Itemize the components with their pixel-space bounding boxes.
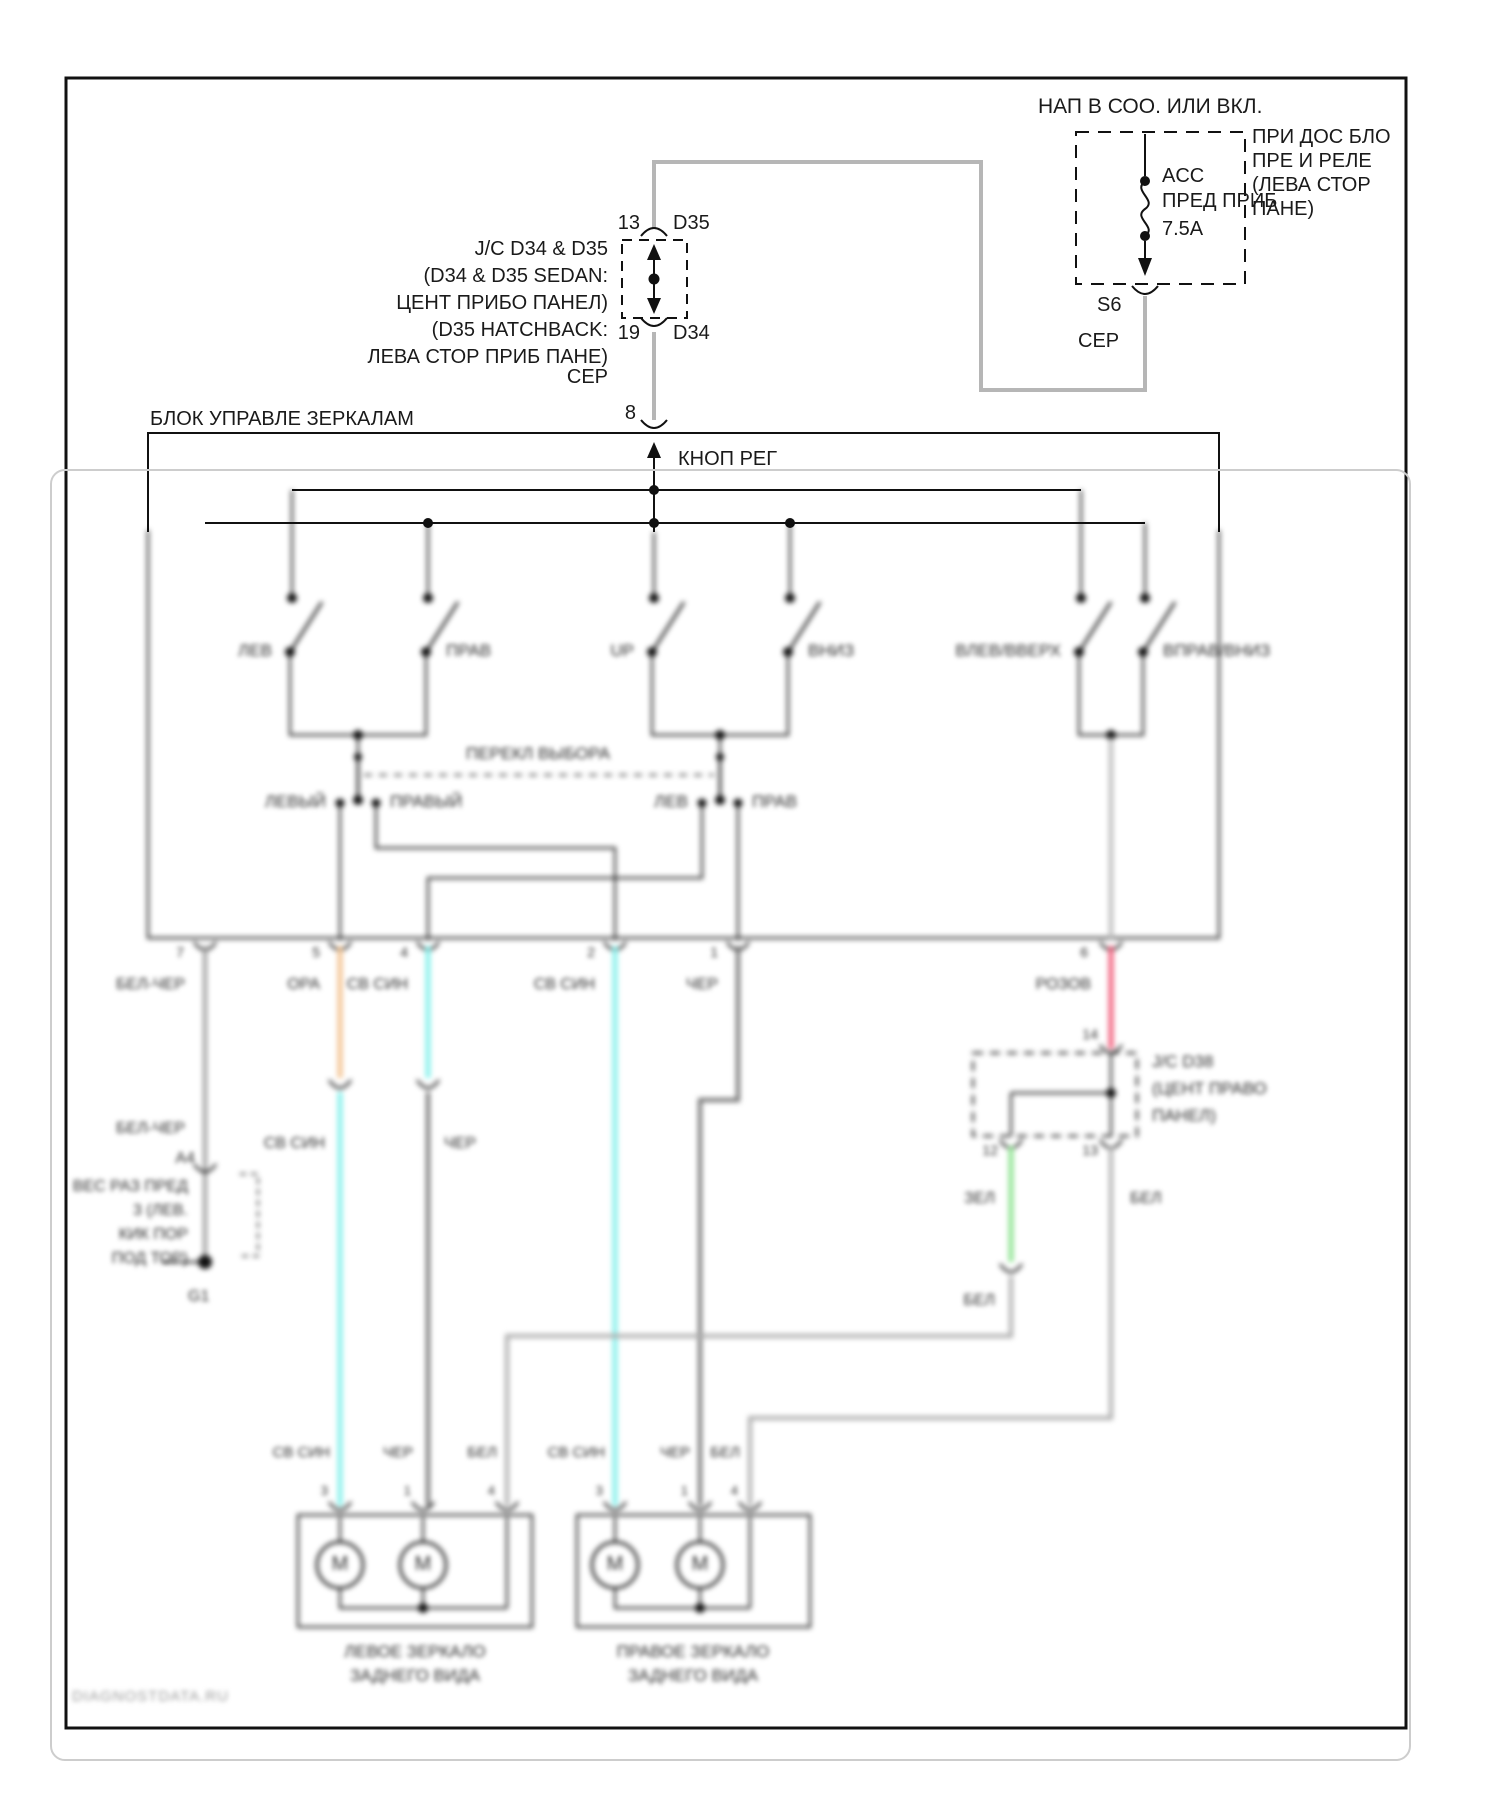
fuse-name: ACC: [1162, 165, 1205, 187]
connector-notch-d34: [641, 318, 667, 326]
mirrorR-pin-3: 4: [730, 1483, 738, 1498]
pin-number-4: 4: [400, 944, 408, 960]
fuse-rating: 7.5A: [1162, 218, 1204, 240]
watermark: DIAGNOSTDATA.RU: [72, 1688, 229, 1705]
wire-label-zel: ЗЕЛ: [964, 1190, 995, 1207]
power-note-2: ПРЕ И РЕЛЕ: [1252, 150, 1372, 172]
jc-dev-d34: D34: [673, 322, 710, 344]
wire-label-ora: ОРА: [287, 976, 320, 993]
dark-wire-right: [700, 946, 738, 1506]
arrow-down-icon: [1138, 258, 1152, 276]
switch-label-vprav-vniz: ВПРАВ/ВНИЗ: [1163, 641, 1271, 660]
arrow-up-icon: [647, 244, 661, 260]
jc-pin-13: 13: [617, 212, 640, 234]
jc-dev-d35: D35: [673, 212, 710, 234]
selector-contact-levyj: ЛЕВЫЙ: [264, 792, 326, 811]
connector-notch-d35: [641, 228, 667, 236]
power-note-1: ПРИ ДОС БЛО: [1252, 126, 1391, 148]
ground-note-3: КИК ПОР: [118, 1226, 188, 1243]
switch-arm: [652, 602, 684, 652]
switch-label-vniz: ВНИЗ: [808, 641, 855, 660]
junction-dot: [649, 274, 660, 285]
fuse-terminal-bottom: [1140, 231, 1150, 241]
outer-border: [66, 78, 1406, 1728]
input-label-knop-reg: КНОП РЕГ: [678, 448, 778, 470]
wire-label-sv-sin-lower: СВ СИН: [263, 1135, 325, 1152]
switch-label-prav: ПРАВ: [446, 641, 492, 660]
jc-note-2: (D34 & D35 SEDAN:: [423, 265, 608, 287]
wire-label-bel-lower: БЕЛ: [963, 1292, 995, 1309]
connector-a4-label: A4: [175, 1150, 195, 1167]
mirrorL-wire-2: ЧЕР: [382, 1444, 413, 1461]
mirrorL-caption-2: ЗАДНЕГО ВИДА: [350, 1666, 480, 1685]
wire-color-ser-left: СЕР: [566, 366, 608, 388]
arrow-up-icon: [647, 442, 661, 458]
jc-d38-note-1: J/C D38: [1152, 1052, 1214, 1071]
wire-label-rozov: РОЗОВ: [1035, 976, 1091, 993]
selector-contact-lev: ЛЕВ: [654, 792, 688, 811]
switch-arm: [290, 602, 322, 652]
wire-label-sv-sin-2: СВ СИН: [533, 976, 595, 993]
selector-label: ПЕРЕКЛ ВЫБОРА: [465, 744, 611, 763]
selector-contact-pravyj: ПРАВЫЙ: [390, 792, 463, 811]
mirrorL-wire-1: СВ СИН: [272, 1444, 330, 1461]
pin-number-6: 6: [1080, 944, 1088, 960]
connector-s6-label: S6: [1097, 294, 1122, 316]
mirrorR-caption-2: ЗАДНЕГО ВИДА: [628, 1666, 758, 1685]
motor-letter: M: [331, 1553, 349, 1575]
pin-number-7: 7: [176, 944, 184, 960]
jc-note-5: ЛЕВА СТОР ПРИБ ПАНЕ): [367, 346, 608, 368]
switch-arm: [1079, 602, 1111, 652]
wire-label-bel-cher: БЕЛ-ЧЕР: [115, 976, 185, 993]
jc-d38-pin-14: 14: [1082, 1026, 1098, 1042]
mirrorL-wire-3: БЕЛ: [467, 1444, 497, 1461]
jc-pin-19: 19: [617, 322, 640, 344]
jc-d38-note-2: (ЦЕНТ ПРАВО: [1152, 1079, 1267, 1098]
connector-a4-dashed: [240, 1174, 258, 1256]
mirrorR-pin-1: 3: [595, 1483, 603, 1498]
switch-label-lev: ЛЕВ: [238, 641, 272, 660]
mirrorR-caption-1: ПРАВОЕ ЗЕРКАЛО: [616, 1642, 770, 1661]
arrow-down-icon: [647, 298, 661, 314]
connector-notch-s6: [1132, 286, 1158, 294]
jc-d38-pin-13: 13: [1082, 1142, 1098, 1158]
block-pin-8: 8: [624, 402, 636, 424]
wire-label-cher: ЧЕР: [685, 976, 718, 993]
jc-d38-pin-12: 12: [982, 1142, 998, 1158]
ground-name-g1: G1: [188, 1288, 210, 1305]
motor-letter: M: [414, 1553, 432, 1575]
block-title: БЛОК УПРАВЛЕ ЗЕРКАЛАМ: [150, 408, 414, 430]
fuse-desc: ПРЕД ПРИБ: [1162, 190, 1278, 212]
selector-contact-prav: ПРАВ: [752, 792, 798, 811]
mirrorR-wire-3: БЕЛ: [710, 1444, 740, 1461]
mirrorR-pin-2: 1: [680, 1483, 688, 1498]
mirrorL-caption-1: ЛЕВОЕ ЗЕРКАЛО: [344, 1642, 486, 1661]
wire-label-sv-sin-4: СВ СИН: [346, 976, 408, 993]
switch-label-up: UP: [610, 641, 634, 660]
mirrorL-pin-2: 1: [403, 1483, 411, 1498]
wire-label-bel-right: БЕЛ: [1130, 1190, 1162, 1207]
jc-note-4: (D35 HATCHBACK:: [431, 319, 608, 341]
pin-number-2: 2: [587, 944, 595, 960]
white-wire-left: [507, 1276, 1011, 1506]
wire-label-bel-cher-2: БЕЛ-ЧЕР: [115, 1120, 185, 1137]
supply-wire-gray: [654, 162, 1145, 390]
power-source-title: НАП В СОО. ИЛИ ВКЛ.: [1038, 95, 1263, 118]
switch-label-vlev-vverh: ВЛЕВ/ВВЕРХ: [955, 641, 1061, 660]
power-note-3: (ЛЕВА СТОР: [1252, 174, 1371, 196]
fuse-symbol: [1141, 181, 1149, 236]
ground-note-4: ПОД ТОР): [111, 1250, 188, 1267]
connector-notch-pin8: [641, 420, 667, 428]
wire-label-cher-lower: ЧЕР: [444, 1135, 477, 1152]
pin-number-5: 5: [312, 944, 320, 960]
motor-letter: M: [606, 1553, 624, 1575]
ground-note-2: 3 (ЛЕВ.: [133, 1202, 188, 1219]
ground-point-g1: [198, 1255, 212, 1269]
jc-d38-note-3: ПАНЕЛ): [1152, 1106, 1216, 1125]
mirrorL-pin-3: 4: [487, 1483, 495, 1498]
jc-note-1: J/C D34 & D35: [474, 238, 608, 260]
mirrorR-wire-1: СВ СИН: [547, 1444, 605, 1461]
motor-letter: M: [691, 1553, 709, 1575]
ground-note-1: ВЕС РАЗ ПРЕД: [72, 1178, 188, 1195]
mirrorR-wire-2: ЧЕР: [659, 1444, 690, 1461]
jc-note-3: ЦЕНТ ПРИБО ПАНЕЛ): [396, 292, 608, 314]
wire-color-ser-right: СЕР: [1078, 330, 1120, 352]
pin-number-1: 1: [710, 944, 718, 960]
power-note-4: ПАНЕ): [1252, 198, 1315, 220]
mirrorL-pin-1: 3: [320, 1483, 328, 1498]
